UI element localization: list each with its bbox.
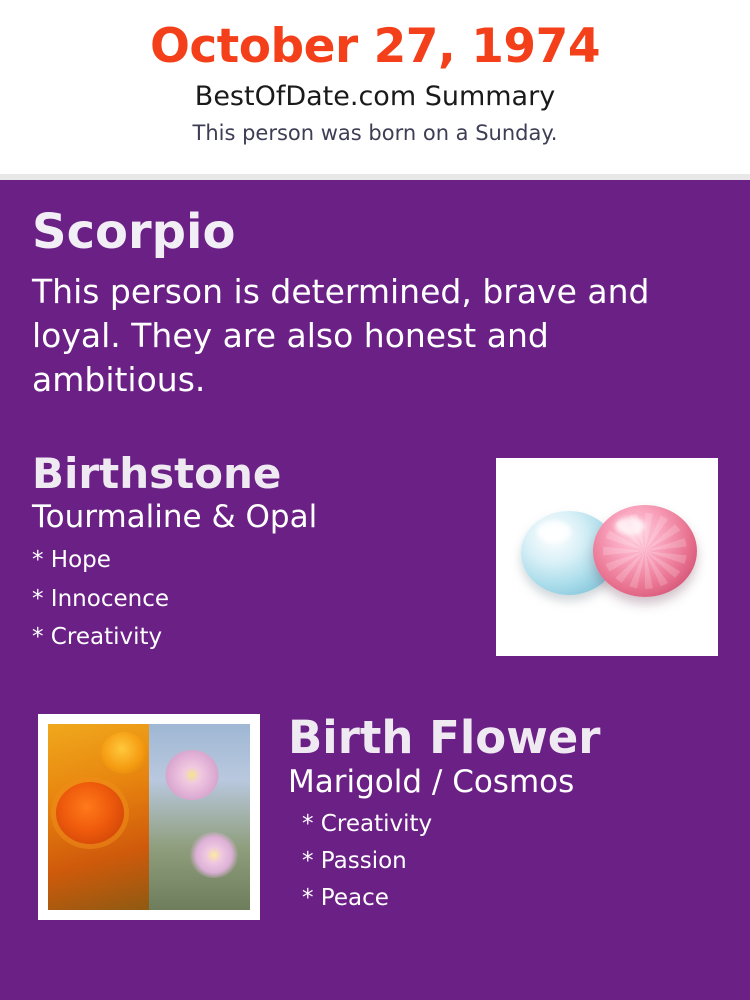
birthstone-name: Tourmaline & Opal: [32, 498, 318, 535]
birth-flower-trait: * Creativity: [302, 810, 433, 837]
birth-flower-text: [288, 710, 718, 912]
zodiac-section: [32, 204, 718, 402]
gemstone-illustration: [507, 469, 707, 645]
cosmos-flower-icon: [149, 724, 250, 910]
birthstone-trait: * Hope: [32, 547, 111, 574]
birth-flower-trait: * Peace: [302, 885, 389, 912]
birth-flower-image: [38, 714, 260, 920]
marigold-flower-icon: [48, 724, 149, 910]
card-header: [0, 0, 750, 180]
page-title: October 27, 1974: [149, 19, 601, 74]
birthstone-title: Birthstone: [32, 448, 282, 498]
birth-flower-section: [32, 710, 718, 944]
birth-flower-trait: * Passion: [302, 848, 407, 875]
zodiac-description: This person is determined, brave and loyal. They are also honest and ambitious.: [32, 272, 650, 399]
birthstone-trait: * Creativity: [32, 623, 163, 650]
site-summary-label: BestOfDate.com Summary: [194, 81, 556, 113]
birth-day-note: This person was born on a Sunday.: [192, 121, 558, 146]
zodiac-sign-title: Scorpio: [32, 204, 236, 260]
birthstone-text: [32, 448, 462, 651]
birthstone-image: [496, 458, 718, 656]
birthstone-trait: * Innocence: [32, 585, 169, 612]
birth-flower-name: Marigold / Cosmos: [288, 763, 575, 800]
birth-flower-traits: [288, 812, 718, 912]
card-body: [0, 180, 750, 1000]
tourmaline-gem-icon: [593, 505, 697, 597]
birth-flower-title: Birth Flower: [288, 710, 601, 764]
flower-illustration: [48, 724, 250, 910]
birthstone-section: [32, 448, 718, 672]
